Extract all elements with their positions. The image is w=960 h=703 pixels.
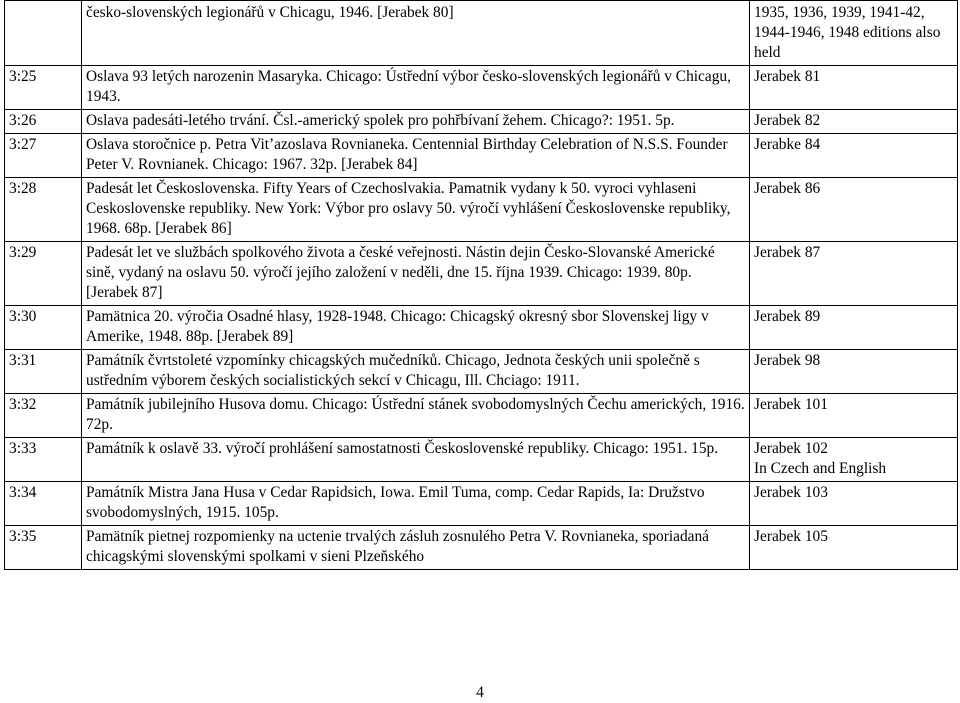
entry-number: 3:27 (5, 134, 82, 178)
entry-description: Památník jubilejního Husova domu. Chicago: Ústřední stánek svobodomyslných Čechu amerických, 1916. 72p. (82, 394, 750, 438)
table-row (5, 66, 958, 110)
catalog-table (4, 0, 958, 570)
entry-description: Oslava padesáti-letého trvání. Čsl.-americký spolek pro pohřbívaní žehem. Chicago?: 1951. 5p. (82, 110, 750, 134)
entry-reference-cell (750, 526, 958, 570)
page-number: 4 (476, 684, 484, 701)
entry-description: Oslava 93 letých narozenin Masaryka. Chicago: Ústřední výbor česko-slovenských legionářů v Chicagu, 1943. (82, 66, 750, 110)
entry-number-empty (5, 1, 82, 66)
jerabek-reference: Jerabek 103 (754, 484, 828, 501)
entry-description: Pamätnica 20. výročia Osadné hlasy, 1928-1948. Chicago: Chicagský okresný sbor Slovenskej ligy v Amerike, 1948. 88p. [Jerabek 89] (82, 306, 750, 350)
jerabek-reference: Jerabek 102 (754, 440, 828, 457)
jerabek-reference: Jerabek 89 (754, 308, 821, 325)
entry-reference-cell (750, 242, 958, 306)
entry-description: česko-slovenských legionářů v Chicagu, 1946. [Jerabek 80] (82, 1, 750, 66)
jerabek-reference: Jerabek 82 (754, 112, 821, 129)
jerabek-reference: Jerabek 81 (754, 68, 821, 85)
entry-number: 3:30 (5, 306, 82, 350)
entry-reference-cell (750, 178, 958, 242)
jerabek-reference: Jerabek 87 (754, 244, 821, 261)
entry-description: Padesát let Československa. Fifty Years of Czechoslvakia. Pamatnik vydany k 50. vyroci vyhlaseni Ceskoslovenske republiky. New York: Výbor pro oslavy 50. výročí vyhlášení Československe republiky, 1968. 68p. [Jerabek 86] (82, 178, 750, 242)
entry-reference-cell (750, 482, 958, 526)
entry-number: 3:32 (5, 394, 82, 438)
entry-number: 3:31 (5, 350, 82, 394)
jerabek-reference: Jerabek 105 (754, 528, 828, 545)
entry-description: Pamätník pietnej rozpomienky na uctenie trvalých zásluh zosnulého Petra V. Rovnianeka, sporiadaná chicagskými slovenskými spolkami v sieni Plzeňského (82, 526, 750, 570)
jerabek-reference: Jerabke 84 (754, 136, 821, 153)
table-row (5, 394, 958, 438)
table-row-continued (5, 1, 958, 66)
holdings-note: 1935, 1936, 1939, 1941-42, 1944-1946, 1948 editions also held (750, 1, 958, 66)
entry-description: Památník čvrtstoleté vzpomínky chicagských mučedníků. Chicago, Jednota českých unii společně s ustředním výborem českých socialistických sekcí v Chicagu, Ill. Chciago: 1911. (82, 350, 750, 394)
entry-reference-cell (750, 350, 958, 394)
table-row (5, 134, 958, 178)
entry-number: 3:33 (5, 438, 82, 482)
entry-reference-cell (750, 134, 958, 178)
table-row (5, 350, 958, 394)
entry-description: Padesát let ve službách spolkového života a české veřejnosti. Nástin dejin Česko-Slovanské Americké sině, vydaný na oslavu 50. výročí jejího založení v neděli, dne 15. října 1939. Chicago: 1939. 80p. [Jerabek 87] (82, 242, 750, 306)
entry-reference-cell (750, 306, 958, 350)
entry-description: Památník k oslavě 33. výročí prohlášení samostatnosti Československé republiky. Chicago: 1951. 15p. (82, 438, 750, 482)
table-row (5, 178, 958, 242)
entry-description: Oslava storočnice p. Petra Vit’azoslava Rovnianeka. Centennial Birthday Celebration of N.S.S. Founder Peter V. Rovnianek. Chicago: 1967. 32p. [Jerabek 84] (82, 134, 750, 178)
language-note: In Czech and English (754, 460, 887, 477)
table-row (5, 306, 958, 350)
entry-reference-cell (750, 438, 958, 482)
table-row (5, 438, 958, 482)
entry-number: 3:35 (5, 526, 82, 570)
entry-number: 3:34 (5, 482, 82, 526)
entry-reference-cell (750, 394, 958, 438)
entry-number: 3:28 (5, 178, 82, 242)
entry-description: Památník Mistra Jana Husa v Cedar Rapidsich, Iowa. Emil Tuma, comp. Cedar Rapids, Ia: Družstvo svobodomyslných, 1915. 105p. (82, 482, 750, 526)
table-row (5, 110, 958, 134)
entry-reference-cell (750, 110, 958, 134)
table-row (5, 242, 958, 306)
entry-number: 3:26 (5, 110, 82, 134)
jerabek-reference: Jerabek 86 (754, 180, 821, 197)
table-row (5, 526, 958, 570)
entry-number: 3:25 (5, 66, 82, 110)
entry-reference-cell (750, 66, 958, 110)
jerabek-reference: Jerabek 98 (754, 352, 821, 369)
jerabek-reference: Jerabek 101 (754, 396, 828, 413)
entry-number: 3:29 (5, 242, 82, 306)
table-row (5, 482, 958, 526)
